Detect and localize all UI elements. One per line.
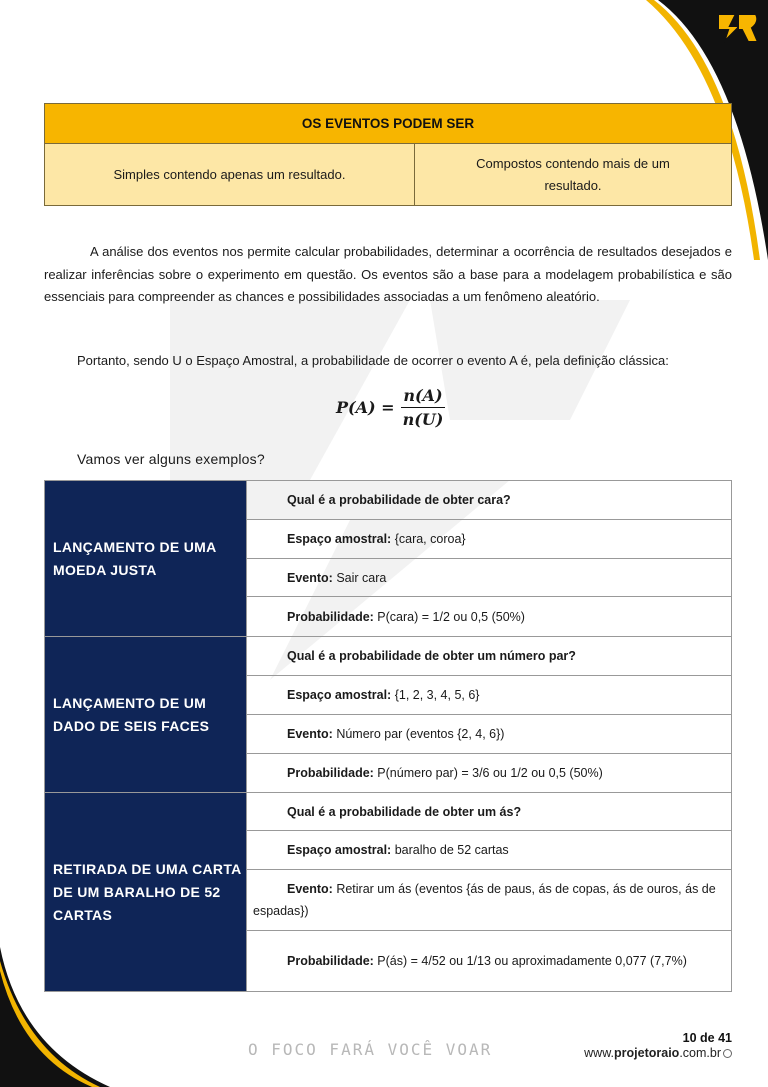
site-suffix: .com.br [679, 1046, 721, 1060]
row-label: Espaço amostral: [287, 688, 392, 702]
site-name: projetoraio [614, 1046, 680, 1060]
example-card [45, 793, 731, 991]
row-value: baralho de 52 cartas [391, 843, 509, 857]
example-rows [247, 637, 731, 792]
formula-lhs: P(A) = [336, 397, 395, 417]
row-value: Número par (eventos {2, 4, 6}) [332, 727, 505, 741]
simple-events-cell: Simples contendo apenas um resultado. [45, 144, 415, 205]
row-label: Evento: [287, 882, 333, 896]
row-label: Espaço amostral: [287, 843, 392, 857]
row-label: Probabilidade: [287, 766, 374, 780]
table-row [247, 520, 731, 559]
example-coin [45, 481, 731, 637]
example-rows [247, 481, 731, 636]
question-text: Qual é a probabilidade de obter um número par? [287, 649, 576, 663]
row-label: Probabilidade: [287, 954, 374, 968]
question-text: Qual é a probabilidade de obter cara? [287, 493, 511, 507]
table-row [247, 870, 731, 931]
example-die [45, 637, 731, 793]
example-label: RETIRADA DE UMA CARTA DE UM BARALHO DE 52 CARTAS [45, 793, 247, 991]
row-label: Evento: [287, 727, 333, 741]
row-value: Sair cara [332, 570, 387, 585]
probability-formula [336, 383, 445, 431]
table-row [247, 637, 731, 676]
site-prefix: www. [584, 1046, 615, 1060]
paragraph-events-analysis: A análise dos eventos nos permite calcular probabilidades, determinar a ocorrência de resultados desejados e realizar inferências sobre o experimento em questão. Os eventos são a base para a modelagem probabilística e são essenciais para compreender as chances e possibilidades associadas a um fenômeno aleatório. [44, 244, 732, 304]
example-rows [247, 793, 731, 991]
row-value: Retirar um ás (eventos {ás de paus, ás de copas, ás de ouros, ás de espadas}) [253, 882, 716, 918]
events-table [44, 103, 732, 206]
row-value: {cara, coroa} [391, 532, 466, 546]
brand-logo-icon [714, 10, 760, 46]
row-label: Evento: [287, 570, 333, 585]
examples-title: Vamos ver alguns exemplos? [77, 451, 265, 467]
row-value: P(ás) = 4/52 ou 1/13 ou aproximadamente 0,077 (7,7%) [373, 954, 687, 968]
table-row [247, 676, 731, 715]
table-row [247, 754, 731, 792]
formula-fraction [401, 386, 446, 429]
formula-numerator: n(A) [401, 386, 444, 408]
website-link[interactable] [584, 1046, 732, 1060]
table-row [247, 931, 731, 991]
formula-denominator: n(U) [402, 409, 444, 429]
footer-slogan: O FOCO FARÁ VOCÊ VOAR [248, 1040, 493, 1059]
events-table-header: OS EVENTOS PODEM SER [45, 104, 731, 144]
examples-table [44, 480, 732, 992]
row-label: Espaço amostral: [287, 532, 392, 546]
example-label: LANÇAMENTO DE UMA MOEDA JUSTA [45, 481, 247, 636]
globe-icon [723, 1049, 732, 1058]
row-value: {1, 2, 3, 4, 5, 6} [391, 688, 480, 702]
question-text: Qual é a probabilidade de obter um ás? [287, 804, 522, 819]
row-value: P(cara) = 1/2 ou 0,5 (50%) [373, 609, 525, 624]
table-row [247, 793, 731, 831]
table-row [247, 559, 731, 597]
page-number: 10 de 41 [682, 1031, 732, 1045]
row-value: P(número par) = 3/6 ou 1/2 ou 0,5 (50%) [373, 766, 603, 780]
row-label: Probabilidade: [287, 609, 374, 624]
table-row [247, 481, 731, 520]
compound-events-cell: Compostos contendo mais de um resultado. [476, 155, 670, 193]
table-row [247, 715, 731, 754]
events-table-row [45, 144, 731, 205]
example-label: LANÇAMENTO DE UM DADO DE SEIS FACES [45, 637, 247, 792]
paragraph-classical-definition: Portanto, sendo U o Espaço Amostral, a probabilidade de ocorrer o evento A é, pela definição clássica: [77, 353, 669, 368]
table-row [247, 831, 731, 870]
table-row [247, 597, 731, 636]
